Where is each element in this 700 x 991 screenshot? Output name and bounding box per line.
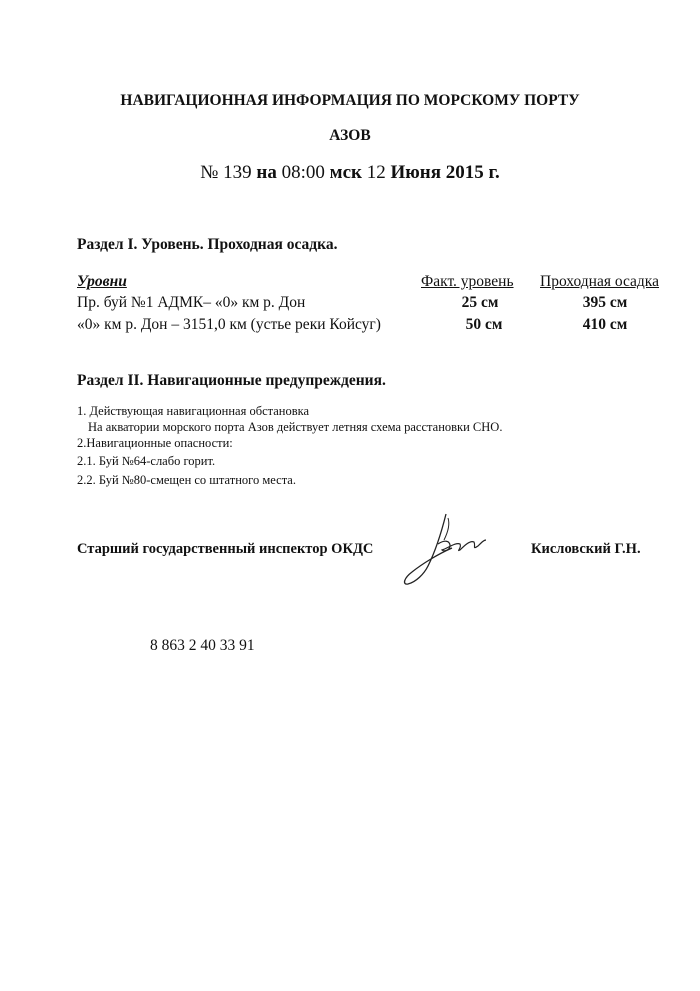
issue-line [0, 162, 700, 184]
row1-draft: 395 см [582, 294, 628, 311]
row1-actual: 25 см [461, 294, 499, 311]
signer-position: Старший государственный инспектор ОКДС [77, 541, 374, 557]
port-name: АЗОВ [329, 127, 371, 144]
warning-line: 2.2. Буй №80-смещен со штатного места. [77, 473, 296, 487]
col-draft-header: Проходная осадка [540, 273, 659, 290]
signer-name: Кисловский Г.Н. [531, 541, 641, 557]
col-levels-header: Уровни [77, 273, 127, 290]
issue-month: Июня [385, 162, 446, 183]
issue-number: 139 [223, 162, 252, 183]
row2-name: «0» км р. Дон – 3151,0 км (устье реки Койсуг) [77, 316, 381, 333]
warning-line: 1. Действующая навигационная обстановка [77, 404, 310, 418]
section2-title: Раздел II. Навигационные предупреждения. [77, 372, 386, 389]
issue-on: на [251, 162, 282, 183]
section1-title: Раздел I. Уровень. Проходная осадка. [77, 236, 338, 253]
row2-draft: 410 см [582, 316, 628, 333]
warning-line: На акватории морского порта Азов действует летняя схема расстановки СНО. [88, 420, 503, 434]
warning-line: 2.Навигационные опасности: [77, 436, 233, 450]
number-sign: № [200, 162, 224, 183]
handwritten-signature-icon [398, 510, 488, 588]
issue-time: 08:00 [281, 162, 325, 183]
phone-number: 8 863 2 40 33 91 [150, 637, 255, 654]
row1-name: Пр. буй №1 АДМК– «0» км р. Дон [77, 294, 306, 311]
issue-msk: мск [324, 162, 367, 183]
warning-line: 2.1. Буй №64-слабо горит. [77, 454, 216, 468]
issue-day: 12 [366, 162, 386, 183]
document-title: НАВИГАЦИОННАЯ ИНФОРМАЦИЯ ПО МОРСКОМУ ПОРТУ [120, 92, 580, 109]
col-actual-header: Факт. уровень [421, 273, 514, 290]
issue-year: 2015 г. [445, 162, 500, 183]
row2-actual: 50 см [465, 316, 503, 333]
